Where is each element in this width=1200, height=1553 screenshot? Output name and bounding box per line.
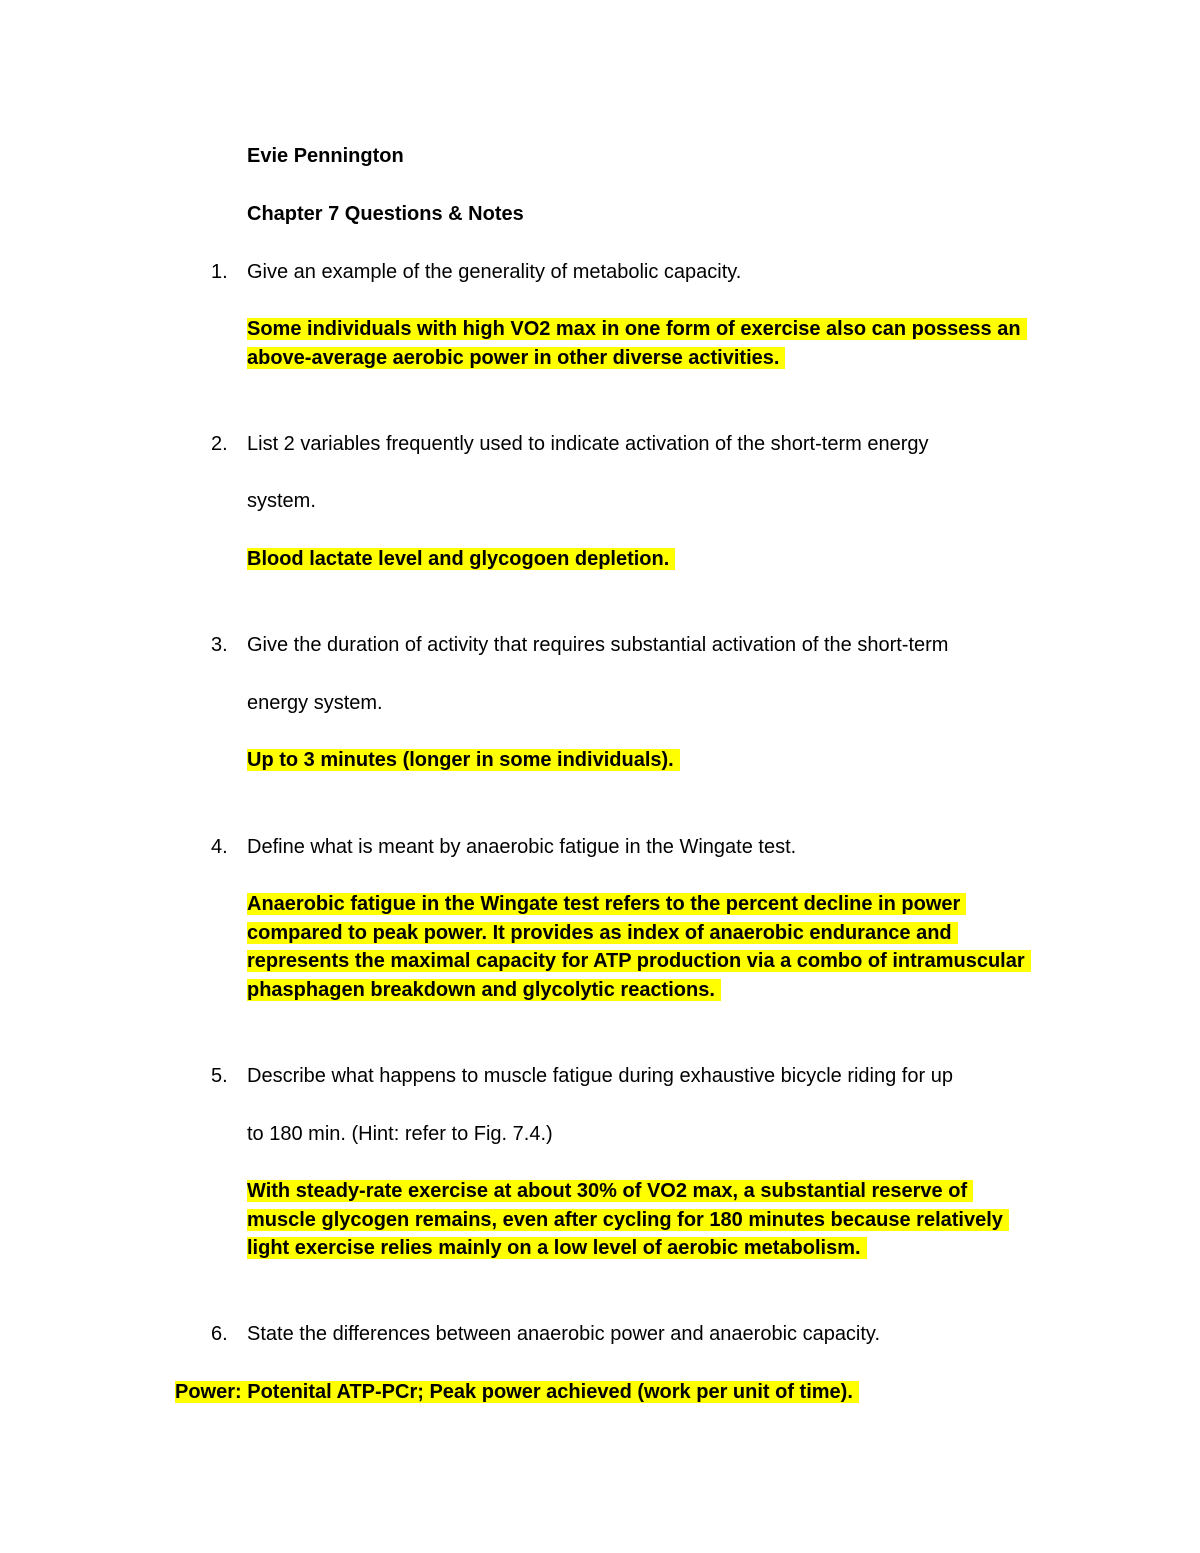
question-number: 5. — [211, 1065, 228, 1087]
answer-highlight: Blood lactate level and glycogoen depletion. — [247, 548, 675, 570]
question-text: Define what is meant by anaerobic fatigue in the Wingate test. — [247, 836, 797, 858]
question-text: State the differences between anaerobic power and anaerobic capacity. — [247, 1323, 881, 1345]
answer-highlight: compared to peak power. It provides as index of anaerobic endurance and — [247, 922, 958, 944]
answer-highlight: phasphagen breakdown and glycolytic reactions. — [247, 979, 721, 1001]
answer-highlight: muscle glycogen remains, even after cycling for 180 minutes because relatively — [247, 1209, 1009, 1231]
document-title: Chapter 7 Questions & Notes — [247, 203, 524, 225]
question-text: Give the duration of activity that requires substantial activation of the short-term — [247, 634, 949, 656]
question-text: Describe what happens to muscle fatigue during exhaustive bicycle riding for up — [247, 1065, 953, 1087]
answer-highlight: Anaerobic fatigue in the Wingate test refers to the percent decline in power — [247, 893, 966, 915]
question-number: 1. — [211, 261, 228, 283]
answer-highlight: represents the maximal capacity for ATP production via a combo of intramuscular — [247, 950, 1031, 972]
answer-highlight: Up to 3 minutes (longer in some individuals). — [247, 749, 680, 771]
question-number: 4. — [211, 836, 228, 858]
answer-highlight: Power: Potenital ATP-PCr; Peak power achieved (work per unit of time). — [175, 1381, 859, 1403]
answer-highlight: Some individuals with high VO2 max in one form of exercise also can possess an — [247, 318, 1027, 340]
question-number: 3. — [211, 634, 228, 656]
author-name: Evie Pennington — [247, 145, 404, 167]
question-text: Give an example of the generality of metabolic capacity. — [247, 261, 742, 283]
question-number: 6. — [211, 1323, 228, 1345]
question-number: 2. — [211, 433, 228, 455]
answer-highlight: light exercise relies mainly on a low level of aerobic metabolism. — [247, 1237, 867, 1259]
question-text: system. — [247, 490, 316, 512]
question-text: List 2 variables frequently used to indicate activation of the short-term energy — [247, 433, 929, 455]
answer-highlight: With steady-rate exercise at about 30% of VO2 max, a substantial reserve of — [247, 1180, 973, 1202]
question-text: to 180 min. (Hint: refer to Fig. 7.4.) — [247, 1123, 553, 1145]
answer-highlight: above-average aerobic power in other diverse activities. — [247, 347, 785, 369]
question-text: energy system. — [247, 692, 383, 714]
